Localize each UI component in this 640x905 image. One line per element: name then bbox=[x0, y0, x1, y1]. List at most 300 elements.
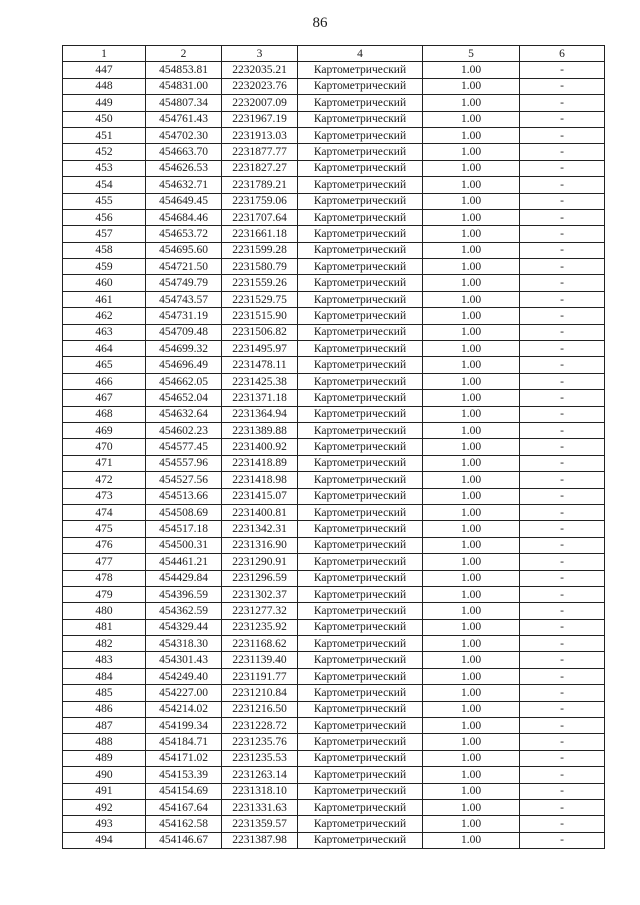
cell-note: - bbox=[520, 226, 605, 242]
cell-note: - bbox=[520, 78, 605, 94]
cell-point-number: 463 bbox=[63, 324, 146, 340]
cell-accuracy: 1.00 bbox=[423, 422, 520, 438]
table-row bbox=[63, 373, 605, 389]
cell-x-coordinate: 454632.64 bbox=[146, 406, 222, 422]
cell-accuracy: 1.00 bbox=[423, 586, 520, 602]
cell-note: - bbox=[520, 390, 605, 406]
cell-note: - bbox=[520, 554, 605, 570]
cell-note: - bbox=[520, 177, 605, 193]
cell-note: - bbox=[520, 324, 605, 340]
table-row bbox=[63, 324, 605, 340]
cell-note: - bbox=[520, 816, 605, 832]
cell-point-number: 465 bbox=[63, 357, 146, 373]
cell-x-coordinate: 454649.45 bbox=[146, 193, 222, 209]
cell-note: - bbox=[520, 668, 605, 684]
cell-method: Картометрический bbox=[298, 373, 423, 389]
cell-point-number: 472 bbox=[63, 472, 146, 488]
cell-point-number: 493 bbox=[63, 816, 146, 832]
cell-x-coordinate: 454517.18 bbox=[146, 521, 222, 537]
cell-x-coordinate: 454429.84 bbox=[146, 570, 222, 586]
cell-method: Картометрический bbox=[298, 160, 423, 176]
cell-note: - bbox=[520, 291, 605, 307]
cell-accuracy: 1.00 bbox=[423, 275, 520, 291]
table-row bbox=[63, 734, 605, 750]
cell-x-coordinate: 454699.32 bbox=[146, 341, 222, 357]
cell-y-coordinate: 2232007.09 bbox=[222, 95, 298, 111]
table-row bbox=[63, 603, 605, 619]
cell-y-coordinate: 2231580.79 bbox=[222, 259, 298, 275]
cell-x-coordinate: 454761.43 bbox=[146, 111, 222, 127]
cell-point-number: 494 bbox=[63, 832, 146, 848]
cell-y-coordinate: 2231191.77 bbox=[222, 668, 298, 684]
cell-point-number: 450 bbox=[63, 111, 146, 127]
cell-accuracy: 1.00 bbox=[423, 242, 520, 258]
cell-x-coordinate: 454652.04 bbox=[146, 390, 222, 406]
cell-point-number: 477 bbox=[63, 554, 146, 570]
cell-accuracy: 1.00 bbox=[423, 439, 520, 455]
cell-note: - bbox=[520, 209, 605, 225]
cell-note: - bbox=[520, 422, 605, 438]
cell-note: - bbox=[520, 636, 605, 652]
cell-point-number: 476 bbox=[63, 537, 146, 553]
cell-note: - bbox=[520, 570, 605, 586]
cell-point-number: 486 bbox=[63, 701, 146, 717]
table-row bbox=[63, 521, 605, 537]
cell-point-number: 449 bbox=[63, 95, 146, 111]
cell-note: - bbox=[520, 685, 605, 701]
table-row bbox=[63, 570, 605, 586]
cell-note: - bbox=[520, 259, 605, 275]
cell-accuracy: 1.00 bbox=[423, 619, 520, 635]
cell-x-coordinate: 454318.30 bbox=[146, 636, 222, 652]
cell-accuracy: 1.00 bbox=[423, 373, 520, 389]
cell-y-coordinate: 2231235.92 bbox=[222, 619, 298, 635]
cell-point-number: 490 bbox=[63, 767, 146, 783]
cell-note: - bbox=[520, 439, 605, 455]
cell-x-coordinate: 454214.02 bbox=[146, 701, 222, 717]
cell-accuracy: 1.00 bbox=[423, 603, 520, 619]
cell-method: Картометрический bbox=[298, 439, 423, 455]
table-body bbox=[63, 62, 605, 849]
cell-y-coordinate: 2231599.28 bbox=[222, 242, 298, 258]
cell-note: - bbox=[520, 504, 605, 520]
cell-y-coordinate: 2231529.75 bbox=[222, 291, 298, 307]
cell-y-coordinate: 2231216.50 bbox=[222, 701, 298, 717]
cell-method: Картометрический bbox=[298, 521, 423, 537]
cell-y-coordinate: 2232023.76 bbox=[222, 78, 298, 94]
cell-point-number: 483 bbox=[63, 652, 146, 668]
cell-accuracy: 1.00 bbox=[423, 554, 520, 570]
cell-point-number: 470 bbox=[63, 439, 146, 455]
cell-note: - bbox=[520, 455, 605, 471]
cell-point-number: 482 bbox=[63, 636, 146, 652]
cell-y-coordinate: 2231359.57 bbox=[222, 816, 298, 832]
cell-note: - bbox=[520, 799, 605, 815]
table-row bbox=[63, 127, 605, 143]
cell-note: - bbox=[520, 586, 605, 602]
cell-method: Картометрический bbox=[298, 291, 423, 307]
cell-point-number: 459 bbox=[63, 259, 146, 275]
table-row bbox=[63, 636, 605, 652]
cell-x-coordinate: 454807.34 bbox=[146, 95, 222, 111]
table-row bbox=[63, 177, 605, 193]
cell-x-coordinate: 454626.53 bbox=[146, 160, 222, 176]
cell-point-number: 447 bbox=[63, 62, 146, 78]
cell-method: Картометрический bbox=[298, 472, 423, 488]
column-header-6: 6 bbox=[520, 46, 605, 62]
cell-note: - bbox=[520, 111, 605, 127]
table-row bbox=[63, 357, 605, 373]
table-row bbox=[63, 488, 605, 504]
cell-accuracy: 1.00 bbox=[423, 799, 520, 815]
cell-note: - bbox=[520, 652, 605, 668]
cell-point-number: 471 bbox=[63, 455, 146, 471]
cell-accuracy: 1.00 bbox=[423, 636, 520, 652]
cell-note: - bbox=[520, 734, 605, 750]
cell-y-coordinate: 2231263.14 bbox=[222, 767, 298, 783]
table-row bbox=[63, 62, 605, 78]
cell-x-coordinate: 454153.39 bbox=[146, 767, 222, 783]
table-row bbox=[63, 193, 605, 209]
cell-note: - bbox=[520, 95, 605, 111]
cell-x-coordinate: 454749.79 bbox=[146, 275, 222, 291]
cell-note: - bbox=[520, 160, 605, 176]
cell-method: Картометрический bbox=[298, 127, 423, 143]
cell-x-coordinate: 454743.57 bbox=[146, 291, 222, 307]
cell-accuracy: 1.00 bbox=[423, 259, 520, 275]
table-row bbox=[63, 111, 605, 127]
cell-point-number: 480 bbox=[63, 603, 146, 619]
cell-y-coordinate: 2231371.18 bbox=[222, 390, 298, 406]
cell-point-number: 492 bbox=[63, 799, 146, 815]
cell-y-coordinate: 2231707.64 bbox=[222, 209, 298, 225]
cell-note: - bbox=[520, 603, 605, 619]
cell-x-coordinate: 454154.69 bbox=[146, 783, 222, 799]
cell-y-coordinate: 2232035.21 bbox=[222, 62, 298, 78]
cell-y-coordinate: 2231913.03 bbox=[222, 127, 298, 143]
cell-note: - bbox=[520, 275, 605, 291]
cell-method: Картометрический bbox=[298, 144, 423, 160]
cell-x-coordinate: 454171.02 bbox=[146, 750, 222, 766]
cell-method: Картометрический bbox=[298, 193, 423, 209]
table-row bbox=[63, 390, 605, 406]
table-header-row bbox=[63, 46, 605, 62]
cell-note: - bbox=[520, 144, 605, 160]
cell-accuracy: 1.00 bbox=[423, 62, 520, 78]
table-row bbox=[63, 160, 605, 176]
cell-note: - bbox=[520, 619, 605, 635]
cell-y-coordinate: 2231478.11 bbox=[222, 357, 298, 373]
cell-note: - bbox=[520, 783, 605, 799]
cell-point-number: 464 bbox=[63, 341, 146, 357]
cell-point-number: 487 bbox=[63, 718, 146, 734]
column-header-3: 3 bbox=[222, 46, 298, 62]
cell-note: - bbox=[520, 832, 605, 848]
table-row bbox=[63, 619, 605, 635]
cell-point-number: 466 bbox=[63, 373, 146, 389]
cell-method: Картометрический bbox=[298, 652, 423, 668]
cell-x-coordinate: 454167.64 bbox=[146, 799, 222, 815]
table-row bbox=[63, 718, 605, 734]
cell-point-number: 478 bbox=[63, 570, 146, 586]
cell-method: Картометрический bbox=[298, 636, 423, 652]
cell-point-number: 448 bbox=[63, 78, 146, 94]
cell-accuracy: 1.00 bbox=[423, 406, 520, 422]
cell-accuracy: 1.00 bbox=[423, 537, 520, 553]
cell-method: Картометрический bbox=[298, 799, 423, 815]
cell-method: Картометрический bbox=[298, 586, 423, 602]
cell-y-coordinate: 2231515.90 bbox=[222, 308, 298, 324]
cell-point-number: 467 bbox=[63, 390, 146, 406]
table-row bbox=[63, 308, 605, 324]
cell-accuracy: 1.00 bbox=[423, 685, 520, 701]
cell-y-coordinate: 2231877.77 bbox=[222, 144, 298, 160]
cell-point-number: 455 bbox=[63, 193, 146, 209]
cell-y-coordinate: 2231967.19 bbox=[222, 111, 298, 127]
cell-y-coordinate: 2231827.27 bbox=[222, 160, 298, 176]
cell-x-coordinate: 454696.49 bbox=[146, 357, 222, 373]
cell-method: Картометрический bbox=[298, 422, 423, 438]
cell-note: - bbox=[520, 193, 605, 209]
cell-accuracy: 1.00 bbox=[423, 816, 520, 832]
cell-note: - bbox=[520, 242, 605, 258]
cell-accuracy: 1.00 bbox=[423, 734, 520, 750]
cell-method: Картометрический bbox=[298, 734, 423, 750]
cell-note: - bbox=[520, 357, 605, 373]
cell-note: - bbox=[520, 406, 605, 422]
cell-method: Картометрический bbox=[298, 783, 423, 799]
cell-y-coordinate: 2231506.82 bbox=[222, 324, 298, 340]
cell-point-number: 489 bbox=[63, 750, 146, 766]
cell-y-coordinate: 2231759.06 bbox=[222, 193, 298, 209]
cell-method: Картометрический bbox=[298, 111, 423, 127]
cell-method: Картометрический bbox=[298, 177, 423, 193]
cell-y-coordinate: 2231235.53 bbox=[222, 750, 298, 766]
cell-method: Картометрический bbox=[298, 570, 423, 586]
cell-accuracy: 1.00 bbox=[423, 357, 520, 373]
cell-y-coordinate: 2231342.31 bbox=[222, 521, 298, 537]
column-header-2: 2 bbox=[146, 46, 222, 62]
cell-x-coordinate: 454853.81 bbox=[146, 62, 222, 78]
cell-point-number: 484 bbox=[63, 668, 146, 684]
cell-method: Картометрический bbox=[298, 619, 423, 635]
cell-accuracy: 1.00 bbox=[423, 701, 520, 717]
cell-x-coordinate: 454632.71 bbox=[146, 177, 222, 193]
cell-method: Картометрический bbox=[298, 62, 423, 78]
cell-point-number: 485 bbox=[63, 685, 146, 701]
table-row bbox=[63, 439, 605, 455]
cell-method: Картометрический bbox=[298, 504, 423, 520]
cell-accuracy: 1.00 bbox=[423, 668, 520, 684]
cell-accuracy: 1.00 bbox=[423, 341, 520, 357]
cell-method: Картометрический bbox=[298, 554, 423, 570]
cell-method: Картометрический bbox=[298, 308, 423, 324]
cell-y-coordinate: 2231296.59 bbox=[222, 570, 298, 586]
cell-accuracy: 1.00 bbox=[423, 127, 520, 143]
table-row bbox=[63, 537, 605, 553]
table-row bbox=[63, 816, 605, 832]
cell-accuracy: 1.00 bbox=[423, 521, 520, 537]
cell-y-coordinate: 2231418.98 bbox=[222, 472, 298, 488]
cell-method: Картометрический bbox=[298, 701, 423, 717]
cell-x-coordinate: 454702.30 bbox=[146, 127, 222, 143]
table-row bbox=[63, 144, 605, 160]
cell-method: Картометрический bbox=[298, 455, 423, 471]
cell-x-coordinate: 454731.19 bbox=[146, 308, 222, 324]
cell-accuracy: 1.00 bbox=[423, 160, 520, 176]
cell-y-coordinate: 2231168.62 bbox=[222, 636, 298, 652]
cell-x-coordinate: 454396.59 bbox=[146, 586, 222, 602]
cell-method: Картометрический bbox=[298, 406, 423, 422]
cell-point-number: 456 bbox=[63, 209, 146, 225]
cell-y-coordinate: 2231389.88 bbox=[222, 422, 298, 438]
cell-method: Картометрический bbox=[298, 603, 423, 619]
column-header-1: 1 bbox=[63, 46, 146, 62]
cell-point-number: 454 bbox=[63, 177, 146, 193]
cell-method: Картометрический bbox=[298, 750, 423, 766]
cell-x-coordinate: 454721.50 bbox=[146, 259, 222, 275]
cell-x-coordinate: 454513.66 bbox=[146, 488, 222, 504]
table-row bbox=[63, 422, 605, 438]
cell-accuracy: 1.00 bbox=[423, 308, 520, 324]
cell-accuracy: 1.00 bbox=[423, 504, 520, 520]
cell-x-coordinate: 454663.70 bbox=[146, 144, 222, 160]
cell-accuracy: 1.00 bbox=[423, 472, 520, 488]
cell-method: Картометрический bbox=[298, 209, 423, 225]
cell-y-coordinate: 2231364.94 bbox=[222, 406, 298, 422]
cell-method: Картометрический bbox=[298, 95, 423, 111]
cell-x-coordinate: 454362.59 bbox=[146, 603, 222, 619]
cell-y-coordinate: 2231139.40 bbox=[222, 652, 298, 668]
cell-y-coordinate: 2231316.90 bbox=[222, 537, 298, 553]
cell-point-number: 473 bbox=[63, 488, 146, 504]
table-row bbox=[63, 652, 605, 668]
cell-method: Картометрический bbox=[298, 226, 423, 242]
cell-accuracy: 1.00 bbox=[423, 652, 520, 668]
table-row bbox=[63, 701, 605, 717]
cell-method: Картометрический bbox=[298, 767, 423, 783]
table-row bbox=[63, 242, 605, 258]
cell-note: - bbox=[520, 767, 605, 783]
cell-point-number: 451 bbox=[63, 127, 146, 143]
cell-accuracy: 1.00 bbox=[423, 193, 520, 209]
cell-note: - bbox=[520, 701, 605, 717]
cell-method: Картометрический bbox=[298, 242, 423, 258]
table-row bbox=[63, 95, 605, 111]
cell-method: Картометрический bbox=[298, 341, 423, 357]
cell-x-coordinate: 454329.44 bbox=[146, 619, 222, 635]
cell-note: - bbox=[520, 488, 605, 504]
cell-accuracy: 1.00 bbox=[423, 95, 520, 111]
table-row bbox=[63, 455, 605, 471]
cell-point-number: 452 bbox=[63, 144, 146, 160]
cell-point-number: 460 bbox=[63, 275, 146, 291]
cell-accuracy: 1.00 bbox=[423, 750, 520, 766]
table-row bbox=[63, 832, 605, 848]
cell-x-coordinate: 454527.56 bbox=[146, 472, 222, 488]
cell-method: Картометрический bbox=[298, 668, 423, 684]
cell-y-coordinate: 2231277.32 bbox=[222, 603, 298, 619]
cell-note: - bbox=[520, 537, 605, 553]
cell-method: Картометрический bbox=[298, 488, 423, 504]
cell-point-number: 488 bbox=[63, 734, 146, 750]
cell-x-coordinate: 454684.46 bbox=[146, 209, 222, 225]
table-row bbox=[63, 586, 605, 602]
cell-accuracy: 1.00 bbox=[423, 177, 520, 193]
cell-method: Картометрический bbox=[298, 816, 423, 832]
cell-point-number: 491 bbox=[63, 783, 146, 799]
cell-x-coordinate: 454500.31 bbox=[146, 537, 222, 553]
cell-note: - bbox=[520, 62, 605, 78]
cell-x-coordinate: 454508.69 bbox=[146, 504, 222, 520]
cell-point-number: 469 bbox=[63, 422, 146, 438]
cell-note: - bbox=[520, 341, 605, 357]
cell-method: Картометрический bbox=[298, 537, 423, 553]
page-number: 86 bbox=[312, 15, 328, 31]
cell-y-coordinate: 2231387.98 bbox=[222, 832, 298, 848]
table-row bbox=[63, 226, 605, 242]
table-row bbox=[63, 799, 605, 815]
cell-y-coordinate: 2231425.38 bbox=[222, 373, 298, 389]
table-row bbox=[63, 259, 605, 275]
cell-x-coordinate: 454162.58 bbox=[146, 816, 222, 832]
cell-accuracy: 1.00 bbox=[423, 767, 520, 783]
table-row bbox=[63, 685, 605, 701]
cell-x-coordinate: 454577.45 bbox=[146, 439, 222, 455]
cell-accuracy: 1.00 bbox=[423, 832, 520, 848]
table-row bbox=[63, 504, 605, 520]
cell-point-number: 474 bbox=[63, 504, 146, 520]
table-row bbox=[63, 275, 605, 291]
table-row bbox=[63, 472, 605, 488]
cell-x-coordinate: 454662.05 bbox=[146, 373, 222, 389]
cell-x-coordinate: 454461.21 bbox=[146, 554, 222, 570]
cell-point-number: 453 bbox=[63, 160, 146, 176]
column-header-5: 5 bbox=[423, 46, 520, 62]
cell-y-coordinate: 2231495.97 bbox=[222, 341, 298, 357]
cell-note: - bbox=[520, 750, 605, 766]
cell-point-number: 457 bbox=[63, 226, 146, 242]
table-header bbox=[63, 46, 605, 62]
cell-method: Картометрический bbox=[298, 357, 423, 373]
cell-y-coordinate: 2231418.89 bbox=[222, 455, 298, 471]
cell-x-coordinate: 454301.43 bbox=[146, 652, 222, 668]
table-row bbox=[63, 291, 605, 307]
cell-accuracy: 1.00 bbox=[423, 455, 520, 471]
cell-method: Картометрический bbox=[298, 259, 423, 275]
cell-accuracy: 1.00 bbox=[423, 226, 520, 242]
cell-note: - bbox=[520, 718, 605, 734]
cell-y-coordinate: 2231661.18 bbox=[222, 226, 298, 242]
coordinates-table bbox=[62, 45, 605, 849]
cell-y-coordinate: 2231228.72 bbox=[222, 718, 298, 734]
cell-method: Картометрический bbox=[298, 324, 423, 340]
cell-accuracy: 1.00 bbox=[423, 291, 520, 307]
cell-x-coordinate: 454695.60 bbox=[146, 242, 222, 258]
cell-y-coordinate: 2231415.07 bbox=[222, 488, 298, 504]
cell-y-coordinate: 2231400.92 bbox=[222, 439, 298, 455]
cell-note: - bbox=[520, 521, 605, 537]
cell-point-number: 468 bbox=[63, 406, 146, 422]
cell-x-coordinate: 454184.71 bbox=[146, 734, 222, 750]
cell-y-coordinate: 2231318.10 bbox=[222, 783, 298, 799]
table-row bbox=[63, 750, 605, 766]
cell-point-number: 462 bbox=[63, 308, 146, 324]
table-row bbox=[63, 341, 605, 357]
cell-y-coordinate: 2231290.91 bbox=[222, 554, 298, 570]
cell-x-coordinate: 454557.96 bbox=[146, 455, 222, 471]
cell-accuracy: 1.00 bbox=[423, 488, 520, 504]
